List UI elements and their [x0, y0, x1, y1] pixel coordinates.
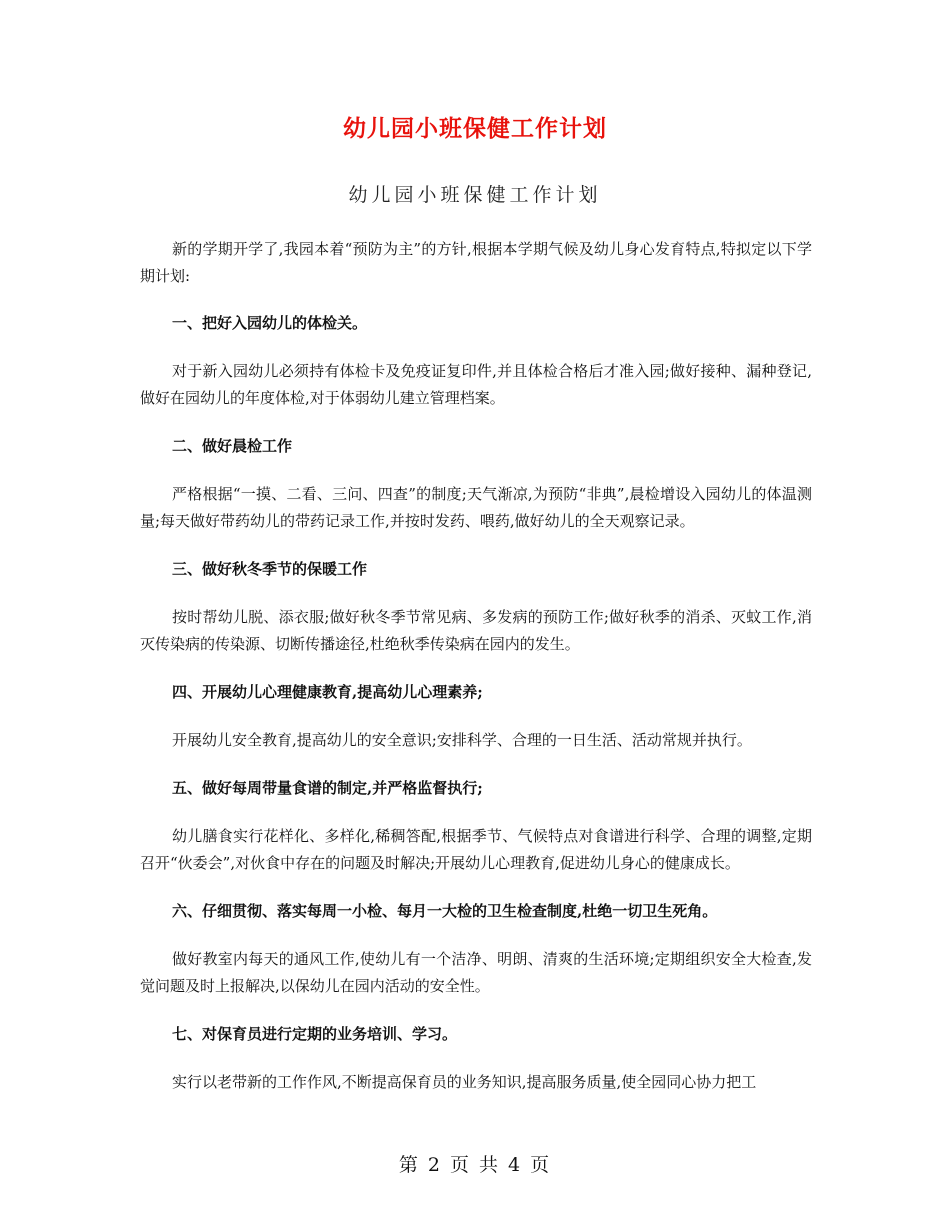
section-body-6: 做好教室内每天的通风工作,使幼儿有一个洁净、明朗、清爽的生活环境;定期组织安全大检查,发觉问题及时上报解决,以保幼儿在园内活动的安全性。 [140, 950, 812, 995]
section-body-4: 开展幼儿安全教育,提高幼儿的安全意识;安排科学、合理的一日生活、活动常规并执行。 [172, 731, 752, 749]
section-body-5: 幼儿膳食实行花样化、多样化,稀稠答配,根据季节、气候特点对食谱进行科学、合理的调整,定期召开“伙委会”,对伙食中存在的问题及时解决;开展幼儿心理教育,促进幼儿身心的健康成长。 [140, 827, 812, 872]
section-heading-3: 三、做好秋冬季节的保暖工作 [172, 560, 368, 578]
section-body-7: 实行以老带新的工作作风,不断提高保育员的业务知识,提高服务质量,使全园同心协力把工 [172, 1073, 757, 1091]
section-body-3: 按时帮幼儿脱、添衣服;做好秋冬季节常见病、多发病的预防工作;做好秋季的消杀、灭蚊工作,消灭传染病的传染源、切断传播途径,杜绝秋季传染病在园内的发生。 [140, 608, 812, 653]
section-heading-7: 七、对保育员进行定期的业务培训、学习。 [172, 1025, 458, 1043]
section-heading-5: 五、做好每周带量食谱的制定,并严格监督执行; [172, 779, 483, 797]
section-body-2: 严格根据“一摸、二看、三问、四查”的制度;天气渐凉,为预防“非典”,晨检增设入园幼儿的体温测量;每天做好带药幼儿的带药记录工作,并按时发药、喂药,做好幼儿的全天观察记录。 [140, 485, 812, 530]
section-heading-1: 一、把好入园幼儿的体检关。 [172, 314, 368, 332]
section-heading-6: 六、仔细贯彻、落实每周一小检、每月一大检的卫生检查制度,杜绝一切卫生死角。 [172, 902, 718, 920]
section-heading-4: 四、开展幼儿心理健康教育,提高幼儿心理素养; [172, 683, 483, 701]
page-number-footer: 第 2 页 共 4 页 [398, 1154, 552, 1176]
document-body [140, 236, 812, 1117]
section-heading-2: 二、做好晨检工作 [172, 437, 293, 455]
section-body-1: 对于新入园幼儿必须持有体检卡及免疫证复印件,并且体检合格后才准入园;做好接种、漏种登记,做好在园幼儿的年度体检,对于体弱幼儿建立管理档案。 [140, 362, 812, 407]
document-subtitle: 幼儿园小班保健工作计划 [348, 184, 602, 206]
intro-paragraph: 新的学期开学了,我园本着“预防为主”的方针,根据本学期气候及幼儿身心发育特点,特拟定以下学期计划: [140, 240, 812, 285]
document-title: 幼儿园小班保健工作计划 [343, 115, 607, 142]
